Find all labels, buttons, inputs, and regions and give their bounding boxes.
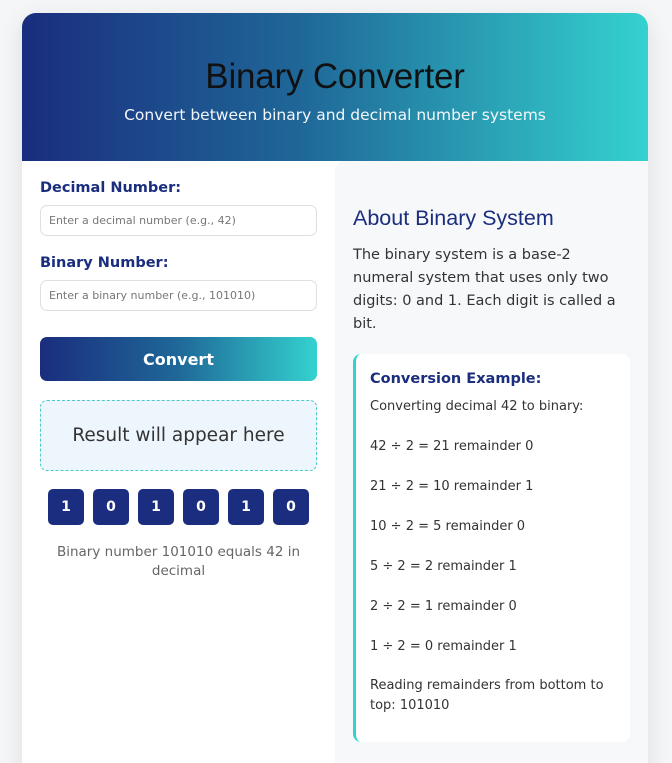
example-step: 10 ÷ 2 = 5 remainder 0 (370, 519, 526, 534)
converter-panel (22, 161, 335, 763)
bit-box: 1 (138, 489, 174, 525)
binary-input[interactable] (40, 280, 317, 311)
decimal-label: Decimal Number: (40, 180, 182, 196)
result-explanation: Binary number 101010 equals 42 in decimal (56, 544, 301, 579)
converter-card (22, 13, 648, 763)
example-step: 1 ÷ 2 = 0 remainder 1 (370, 639, 517, 654)
about-text: The binary system is a base-2 numeral system that uses only two digits: 0 and 1. Each digit is called a bit. (353, 247, 616, 332)
result-box: Result will appear here (40, 400, 317, 471)
bit-box: 1 (48, 489, 84, 525)
example-step: 42 ÷ 2 = 21 remainder 0 (370, 439, 534, 454)
example-step: 21 ÷ 2 = 10 remainder 1 (370, 479, 534, 494)
page-subtitle: Convert between binary and decimal number systems (124, 106, 546, 124)
convert-button[interactable]: Convert (40, 337, 317, 381)
conversion-example (353, 354, 630, 742)
example-intro: Converting decimal 42 to binary: (370, 399, 584, 414)
example-step: 2 ÷ 2 = 1 remainder 0 (370, 599, 517, 614)
example-step: 5 ÷ 2 = 2 remainder 1 (370, 559, 517, 574)
info-panel (335, 161, 648, 763)
main-content (22, 161, 648, 763)
example-title: Conversion Example: (370, 371, 542, 387)
bit-box: 1 (228, 489, 264, 525)
decimal-input[interactable] (40, 205, 317, 236)
bit-display (40, 489, 317, 525)
example-summary: Reading remainders from bottom to top: 101010 (370, 678, 604, 713)
bit-box: 0 (273, 489, 309, 525)
bit-box: 0 (183, 489, 219, 525)
about-title: About Binary System (353, 206, 554, 230)
header (22, 13, 648, 161)
page-title: Binary Converter (205, 57, 465, 96)
bit-box: 0 (93, 489, 129, 525)
binary-label: Binary Number: (40, 255, 169, 271)
